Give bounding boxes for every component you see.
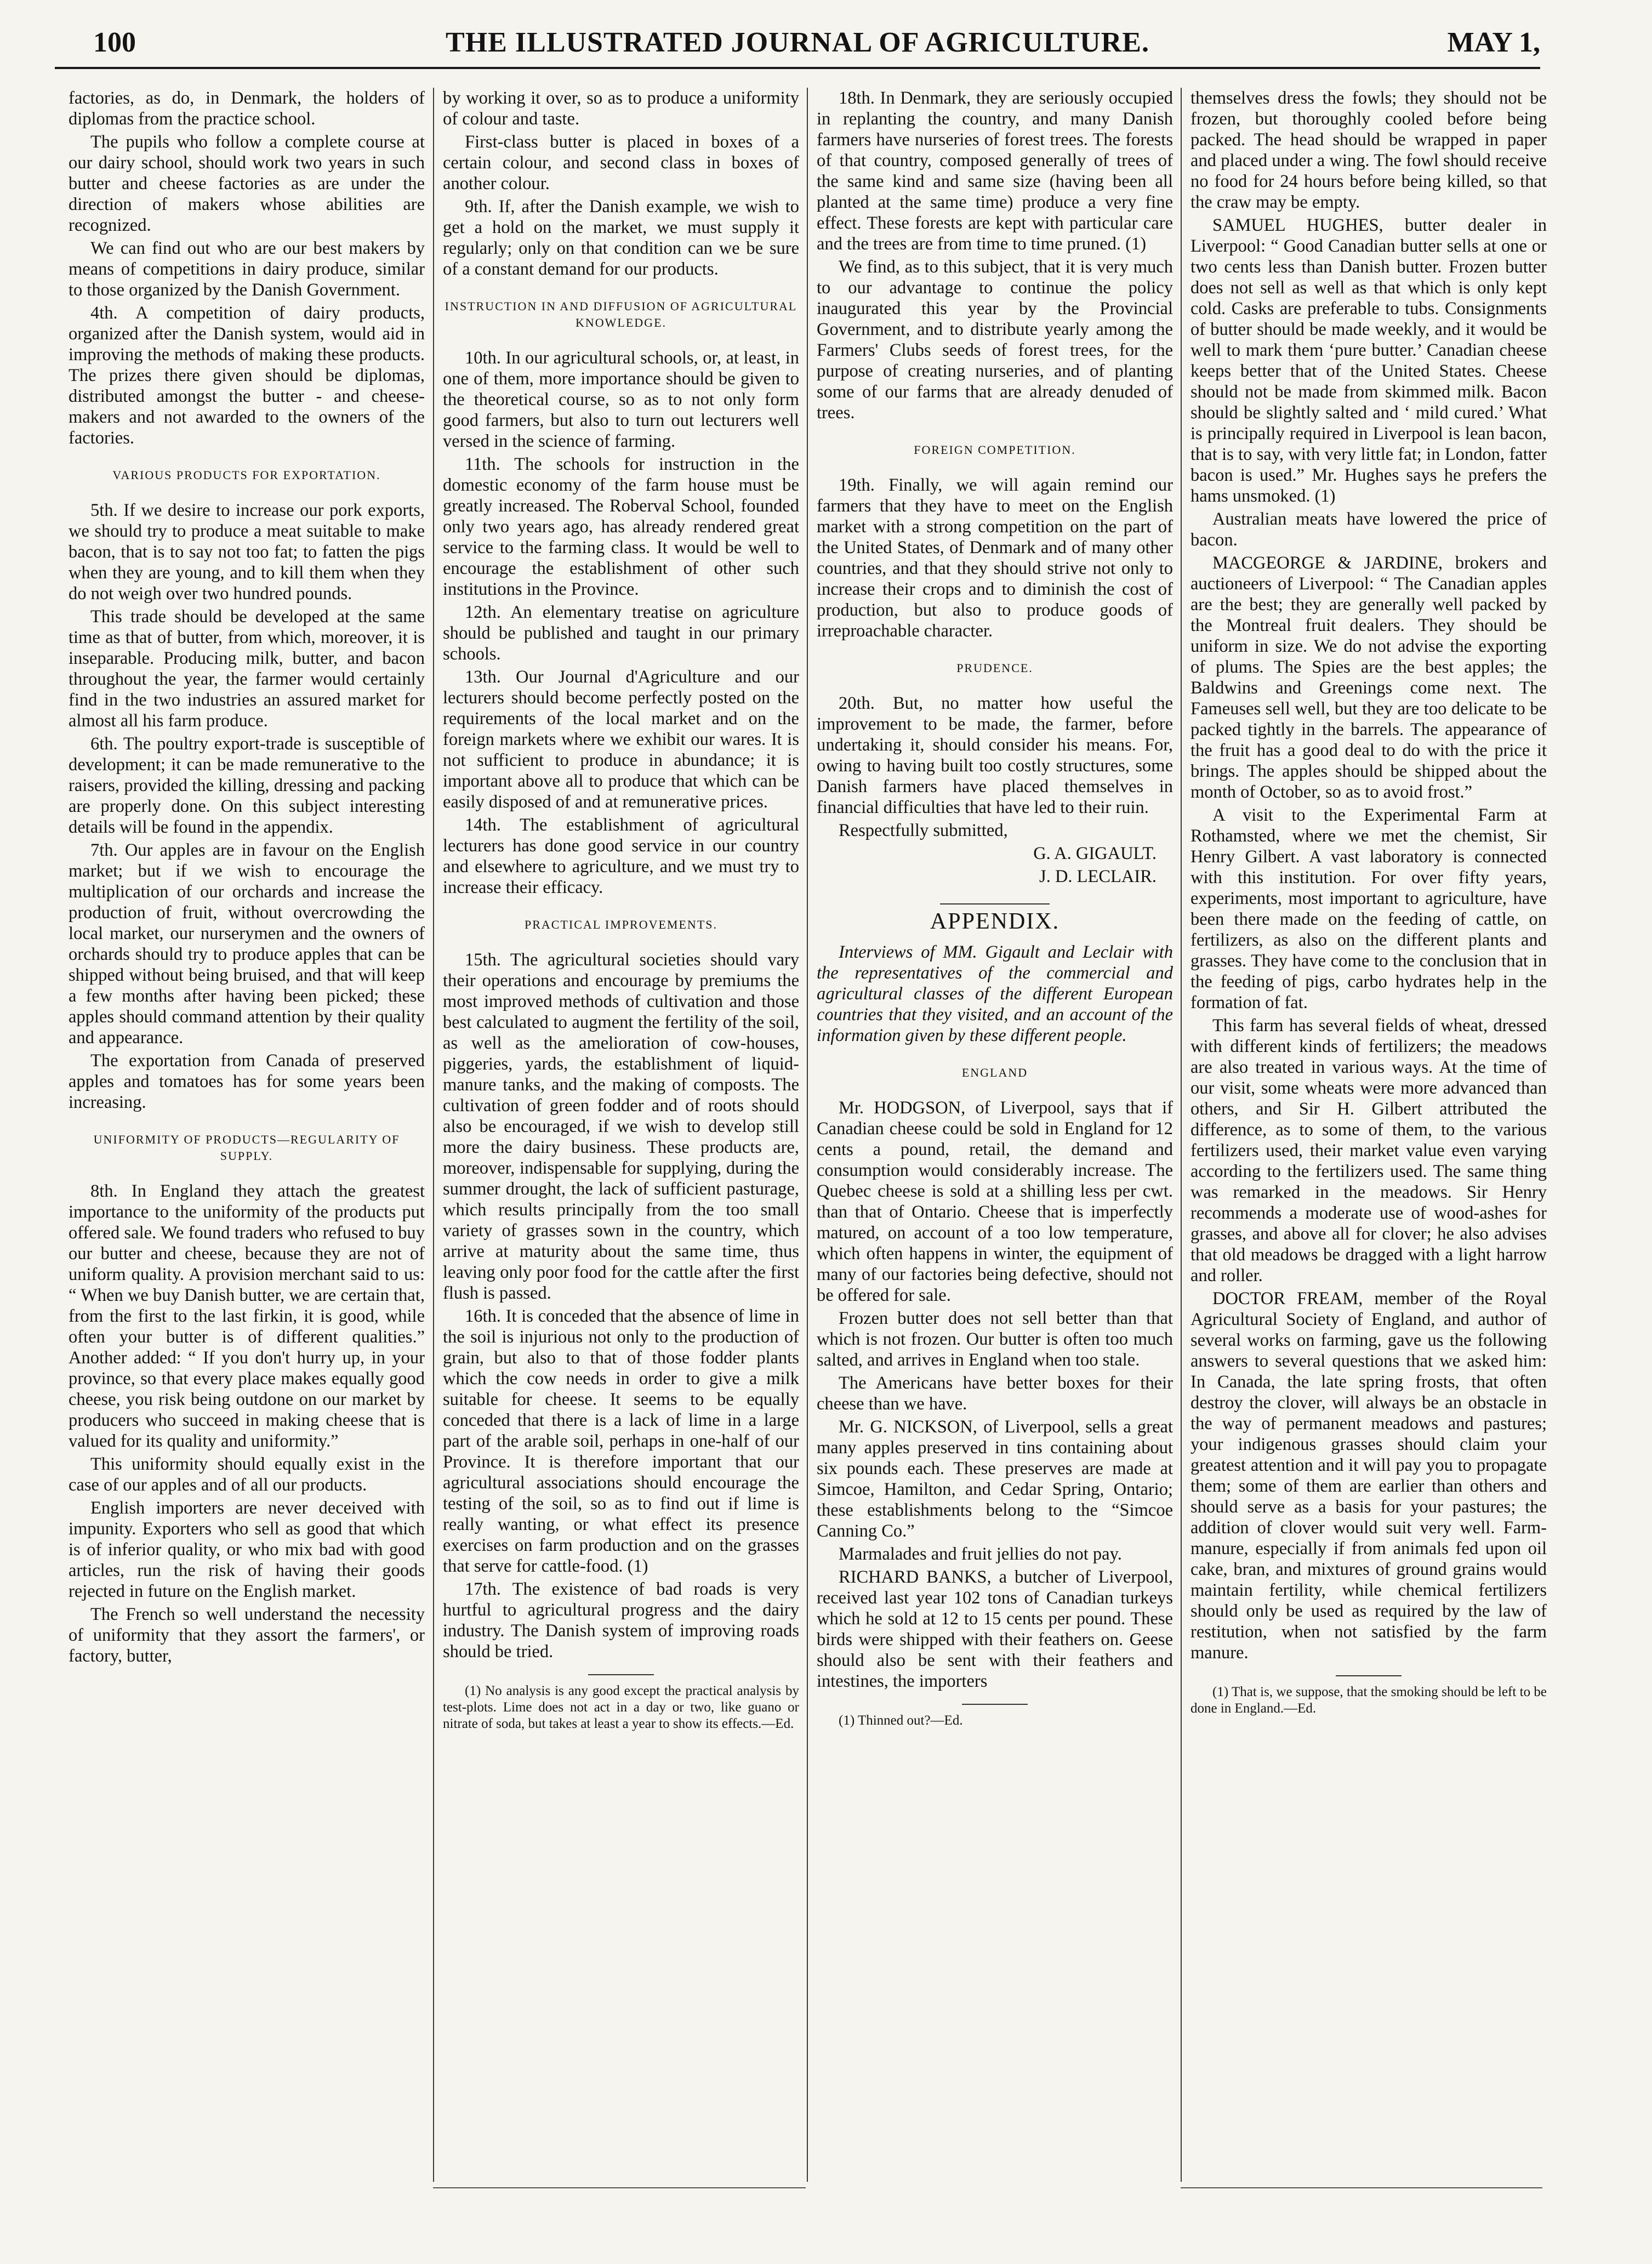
paragraph: This uniformity should equally exist in the case of our apples and of all our products.	[69, 1454, 425, 1495]
paragraph: themselves dress the fowls; they should not be frozen, but thoroughly cooled before being packed. The head should be wrapped in paper and placed under a wing. The fowl should receive no food for 24 hours before being killed, so that the craw may be empty.	[1190, 88, 1547, 212]
paragraph: The Americans have better boxes for their cheese than we have.	[817, 1373, 1173, 1414]
section-heading: ENGLAND	[961, 1066, 1028, 1079]
journal-title: THE ILLUSTRATED JOURNAL OF AGRICULTURE.	[446, 27, 1149, 58]
paragraph: Frozen butter does not sell better than that which is not frozen. Our butter is often too much salted, and arrives in England when too stale.	[817, 1309, 1173, 1370]
paragraph: 14th. The establishment of agricultural lecturers has done good service in our country and elsewhere to agriculture, and we must try to increase their efficacy.	[443, 815, 799, 897]
paragraph: by working it over, so as to produce a uniformity of colour and taste.	[443, 88, 799, 129]
footer-rule	[433, 2187, 806, 2188]
appendix-rule	[940, 903, 1050, 905]
section-heading: INSTRUCTION IN AND DIFFUSION OF AGRICULTURAL KNOWLEDGE.	[445, 299, 797, 329]
paragraph: This trade should be developed at the same time as that of butter, from which, moreover, it is inseparable. Producing milk, butter, and bacon throughout the year, the farmer would certainly find in the two industries an assured market for almost all his farm produce.	[69, 607, 425, 731]
footnote: (1) No analysis is any good except the practical analysis by test-plots. Lime does not act in a day or two, like guano or nitrate of soda, but takes at least a year to show its effects.—Ed.	[443, 1683, 799, 1731]
paragraph: Australian meats have lowered the price of bacon.	[1190, 509, 1547, 550]
footer-rule	[1181, 2187, 1542, 2188]
section-heading: PRACTICAL IMPROVEMENTS.	[525, 918, 717, 931]
paragraph: Marmalades and fruit jellies do not pay.	[839, 1544, 1122, 1564]
paragraph: 6th. The poultry export-trade is susceptible of development; it can be made remunerative to the raisers, provided the killing, dressing and packing are properly done. On this subject interesting details will be found in the appendix.	[69, 734, 425, 837]
paragraph: 4th. A competition of dairy products, organized after the Danish system, would aid in improving the methods of making these products. The prizes there given should be diplomas, distributed amongst the butter - and cheese-makers and not awarded to the owners of the factories.	[69, 303, 425, 448]
appendix-heading: APPENDIX.	[930, 909, 1060, 934]
paragraph: Mr. G. NICKSON, of Liverpool, sells a great many apples preserved in tins containing about six pounds each. These preserves are made at Simcoe, Hamilton, and Cedar Spring, Ontario; these establishments belong to the “Simcoe Canning Co.”	[817, 1417, 1173, 1541]
section-heading: PRUDENCE.	[956, 661, 1033, 675]
footnote-rule	[1336, 1675, 1402, 1676]
signature-gigault: G. A. GIGAULT.	[1033, 844, 1157, 863]
section-heading: FOREIGN COMPETITION.	[914, 443, 1076, 457]
column-1	[69, 88, 425, 1669]
paragraph: 11th. The schools for instruction in the domestic economy of the farm house must be greatly increased. The Roberval School, founded only two years ago, has already rendered great service to the farming class. It would be well to encourage the establishment of other such institutions in the Province.	[443, 454, 799, 599]
column-4	[1190, 88, 1547, 1719]
paragraph: 13th. Our Journal d'Agriculture and our lecturers should become perfectly posted on the requirements of the local market and on the foreign markets where we exhibit our wares. It is not sufficient to produce in abundance; it is important above all to produce that which can be easily disposed of and at remunerative prices.	[443, 667, 799, 812]
paragraph: 8th. In England they attach the greatest importance to the uniformity of the products put offered sale. We found traders who refused to buy our butter and cheese, because they are not of uniform quality. A provision merchant said to us: “ When we buy Danish butter, we are certain that, from the first to the last firkin, it is good, while often your butter is of different qualities.” Another added: “ If you don't hurry up, in your province, so that every place makes equally good cheese, you risk being outdone on our market by producers who succeed in making cheese that is valued for its quality and uniformity.”	[69, 1181, 425, 1451]
footnote-rule	[588, 1674, 654, 1675]
paragraph: The exportation from Canada of preserved apples and tomatoes has for some years been increasing.	[69, 1051, 425, 1112]
column-divider	[1181, 88, 1182, 2182]
closing-line: Respectfully submitted,	[839, 821, 1008, 840]
paragraph: Mr. HODGSON, of Liverpool, says that if Canadian cheese could be sold in England for 12 cents a pound, retail, the demand and consumption would considerably increase. The Quebec cheese is sold at a shilling less per cwt. than that of Ontario. Cheese that is imperfectly matured, on account of a too low temperature, which often happens in winter, the equipment of many of our factories being defective, should not be offered for sale.	[817, 1098, 1173, 1305]
paragraph: SAMUEL HUGHES, butter dealer in Liverpool: “ Good Canadian butter sells at one or two cents less than Danish butter. Frozen butter does not sell as well as that which is only kept cold. Casks are preferable to tubs. Consignments of butter should be made weekly, and it would be well to mark them ‘pure butter.’ Canadian cheese keeps better that of the United States. Cheese should not be made from skimmed milk. Bacon should be slightly salted and ‘ mild cured.’ What is principally required in Liverpool is lean bacon, that is to say, with very little fat; in London, fatter bacon is used.” Mr. Hughes says he prefers the hams unsmoked. (1)	[1190, 215, 1547, 506]
header-rule	[55, 67, 1540, 69]
paragraph: 17th. The existence of bad roads is very hurtful to agricultural progress and the dairy industry. The Danish system of improving roads should be tried.	[443, 1579, 799, 1662]
footnote-rule	[962, 1704, 1028, 1705]
paragraph: 19th. Finally, we will again remind our farmers that they have to meet on the English market with a strong competition on the part of the United States, of Denmark and of many other countries, and that they should strive not only to increase their crops and to diminish the cost of production, but also to produce goods of irreproachable character.	[817, 475, 1173, 641]
page-header	[55, 25, 1540, 64]
paragraph: RICHARD BANKS, a butcher of Liverpool, received last year 102 tons of Canadian turkeys which he sold at 12 to 15 cents per pound. These birds were shipped with their feathers on. Geese should also be sent with their feathers and intestines, the importers	[817, 1567, 1173, 1691]
paragraph: 15th. The agricultural societies should vary their operations and encourage by premiums the most improved methods of cultivation and those best calculated to augment the fertility of the soil, as well as the amelioration of cow-houses, piggeries, yards, the establishment of liquid-manure tanks, and the making of composts. The cultivation of green fodder and of roots should also be encouraged, if we wish to develop still more the dairy business. These products are, moreover, indispensable for supplying, during the summer drought, the lack of sufficient pasturage, which results principally from the too small variety of grasses sown in the country, which arrive at maturity about the same time, thus leaving only poor food for the cattle after the first flush is passed.	[443, 950, 799, 1303]
page-number: 100	[93, 27, 136, 58]
paragraph: English importers are never deceived with impunity. Exporters who sell as good that which is of inferior quality, or who mix bad with good articles, run the risk of having their goods rejected in future on the English market.	[69, 1498, 425, 1601]
issue-date: MAY 1,	[1447, 27, 1540, 58]
section-heading: VARIOUS PRODUCTS FOR EXPORTATION.	[112, 468, 381, 482]
paragraph: 20th. But, no matter how useful the improvement to be made, the farmer, before undertaking it, should consider his means. For, owing to having built too costly structures, some Danish farmers have placed themselves in financial difficulties that have led to their ruin.	[817, 693, 1173, 817]
paragraph: DOCTOR FREAM, member of the Royal Agricultural Society of England, and author of several works on farming, gave us the following answers to several questions that we asked him: In Canada, the late spring frosts, that often destroy the clover, will always be an obstacle in the way of permanent meadows and pastures; your indigenous grasses should claim your greatest attention and it will pay you to propagate them; some of them are earlier than others and should serve as a basis for your pastures; the addition of clover would suit very well. Farm-manure, especially if from animals fed upon oil cake, bran, and mixtures of ground grains would maintain fertility, while chemical fertilizers should only be used as required by the law of restitution, when not satisfied by the farm manure.	[1190, 1289, 1547, 1663]
paragraph: 7th. Our apples are in favour on the English market; but if we wish to encourage the multiplication of our orchards and increase the production of fruit, without overcrowding the local market, our nurserymen and the owners of orchards should try to produce apples that can be shipped without being bruised, and that will keep a few months after having been picked; these apples should command attention by their quality and appearance.	[69, 840, 425, 1048]
footnote: (1) Thinned out?—Ed.	[839, 1713, 963, 1728]
paragraph: We find, as to this subject, that it is very much to our advantage to continue the policy inaugurated this year by the Provincial Government, and to distribute yearly among the Farmers' Clubs seeds of forest trees, for the purpose of creating nurseries, and of planting some of our farms that are already denuded of trees.	[817, 257, 1173, 423]
signature-leclair: J. D. LECLAIR.	[1039, 867, 1157, 886]
footnote: (1) That is, we suppose, that the smoking should be left to be done in England.—Ed.	[1190, 1685, 1547, 1716]
paragraph: The pupils who follow a complete course at our dairy school, should work two years in such butter and cheese factories as are under the direction of makers whose abilities are recognized.	[69, 132, 425, 235]
paragraph: MACGEORGE & JARDINE, brokers and auctioneers of Liverpool: “ The Canadian apples are the best; they are generally well packed by the Montreal fruit dealers. They should be uniform in size. We do not advise the exporting of plums. The Spies are the best apples; the Baldwins and Greenings come next. The Fameuses sell well, but they are too delicate to be packed tightly in the barrels. The appearance of the fruit has a good deal to do with the price it brings. The apples should be shipped about the month of October, so as to avoid frost.”	[1190, 553, 1547, 802]
column-2	[443, 88, 799, 1734]
paragraph: 16th. It is conceded that the absence of lime in the soil is injurious not only to the production of grain, but also to that of those fodder plants which the cow needs in order to give a milk suitable for cheese. It seems to be equally conceded that there is a lack of lime in a large part of the arable soil, perhaps in one-half of our Province. It is therefore important that our agricultural associations should encourage the testing of the soil, so as to find out if lime is really wanting, or what effect its presence exercises on farm production and on the grasses that serve for cattle-food. (1)	[443, 1306, 799, 1576]
paragraph: A visit to the Experimental Farm at Rothamsted, where we met the chemist, Sir Henry Gilbert. A vast laboratory is connected with this institution. For over fifty years, experiments, most important to agriculture, have been there made on the feeding of cattle, on fertilizers, as also on the different plants and grasses. They have come to the conclusion that in the feeding of pigs, carbo hydrates help in the formation of fat.	[1190, 805, 1547, 1012]
paragraph: 5th. If we desire to increase our pork exports, we should try to produce a meat suitable to make bacon, that is to say not too fat; to fatten the pigs when they are young, and to kill them when they do not weigh over two hundred pounds.	[69, 500, 425, 604]
appendix-intro: Interviews of MM. Gigault and Leclair with the representatives of the commercial and agricultural classes of the different European countries that they visited, and an account of the information given by these different people.	[817, 942, 1173, 1045]
section-heading: UNIFORMITY OF PRODUCTS—REGULARITY OF SUPPLY.	[93, 1133, 400, 1163]
column-divider	[807, 88, 808, 2182]
paragraph: 18th. In Denmark, they are seriously occupied in replanting the country, and many Danish farmers have nurseries of forest trees. The forests of that country, composed generally of trees of the same kind and same size (having been all planted at the same time) produce a very fine effect. These forests are kept with particular care and the trees are from time to time pruned. (1)	[817, 88, 1173, 254]
paragraph: 12th. An elementary treatise on agriculture should be published and taught in our primary schools.	[443, 602, 799, 664]
paragraph: First-class butter is placed in boxes of a certain colour, and second class in boxes of another colour.	[443, 132, 799, 194]
column-divider	[433, 88, 434, 2182]
paragraph: 10th. In our agricultural schools, or, at least, in one of them, more importance should be given to the theoretical course, so as to not only form good farmers, but also to turn out lecturers well versed in the science of farming.	[443, 348, 799, 451]
paragraph: This farm has several fields of wheat, dressed with different kinds of fertilizers; the meadows are also treated in various ways. At the time of our visit, some wheats were more advanced than others, and Sir H. Gilbert attributed the difference, as to some of them, to the various fertilizers used, their market value even varying according to the fertilizers used. The same thing was remarked in the meadows. Sir Henry recommends a moderate use of wood-ashes for grasses, and above all for clover; he also advises that old meadows be dragged with a light harrow and roller.	[1190, 1016, 1547, 1285]
paragraph: factories, as do, in Denmark, the holders of diplomas from the practice school.	[69, 88, 425, 129]
paragraph: The French so well understand the necessity of uniformity that they assort the farmers', or factory, butter,	[69, 1605, 425, 1666]
paragraph: 9th. If, after the Danish example, we wish to get a hold on the market, we must supply it regularly; only on that condition can we be sure of a constant demand for our products.	[443, 197, 799, 279]
column-3	[817, 88, 1173, 1731]
paragraph: We can find out who are our best makers by means of competitions in dairy produce, similar to those organized by the Danish Government.	[69, 238, 425, 300]
